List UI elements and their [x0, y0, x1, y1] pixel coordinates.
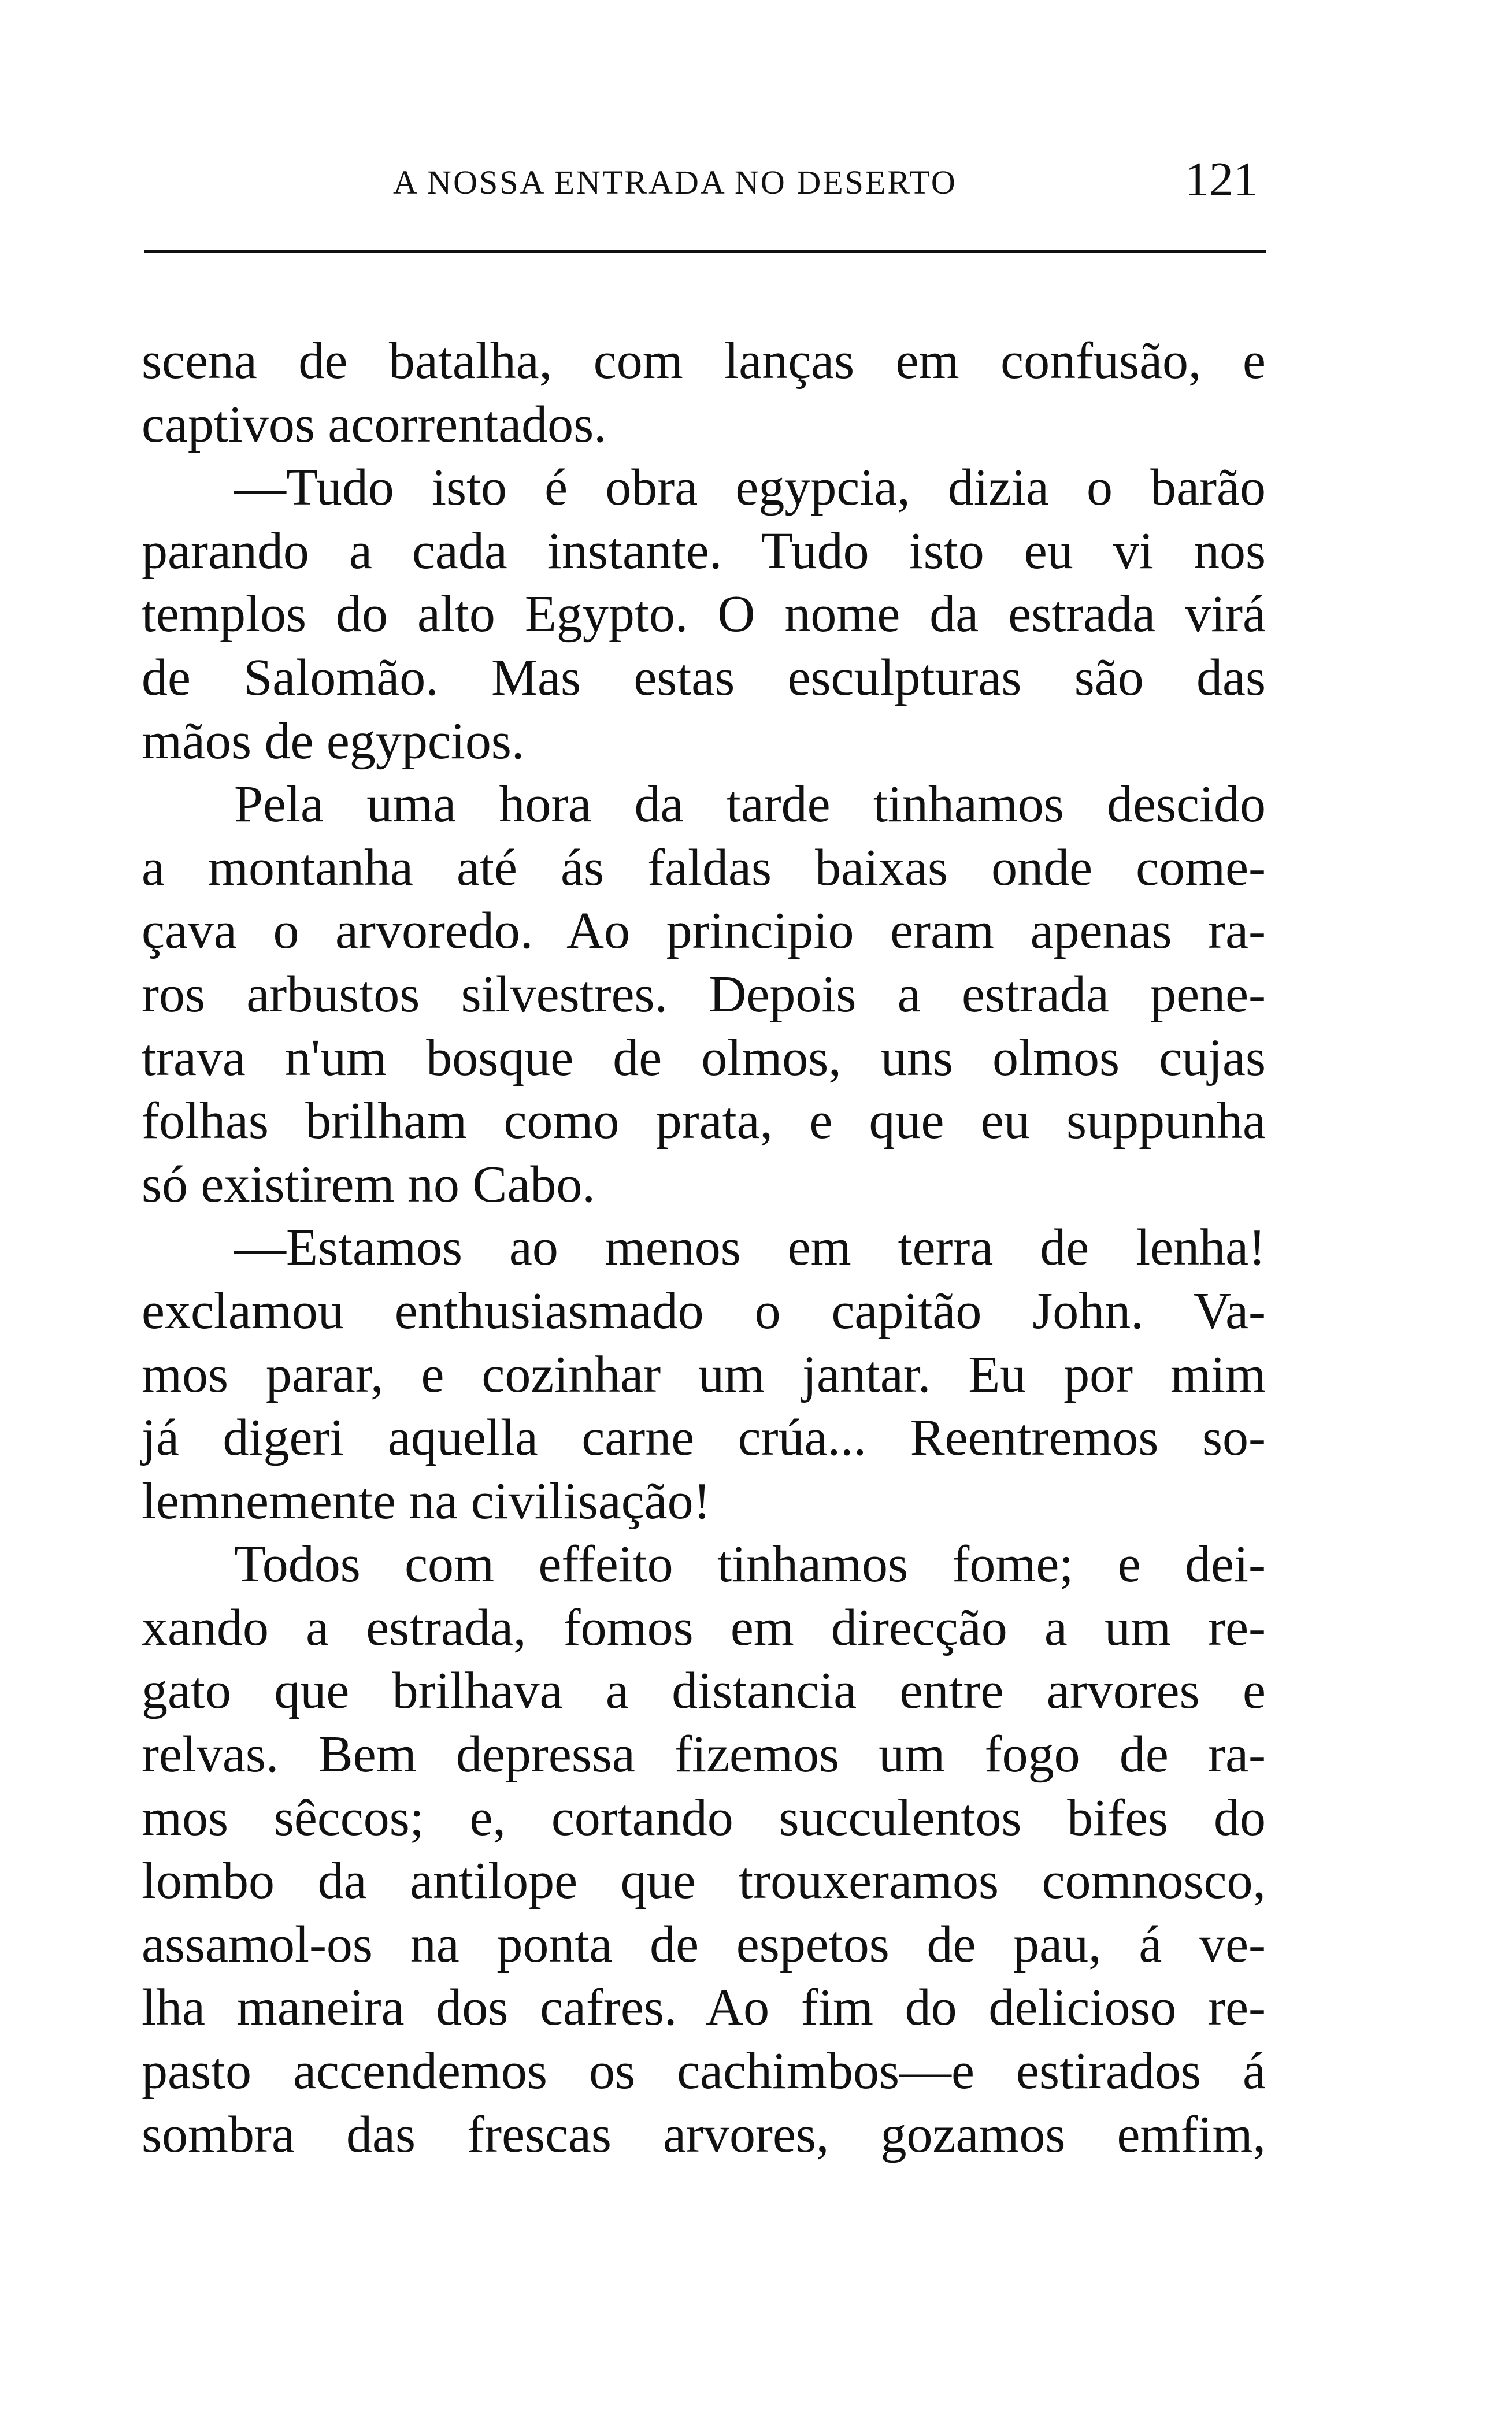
text-line: mos sêccos; e, cortando succulentos bifes do: [142, 1789, 1266, 1847]
paragraph: [142, 773, 1266, 1216]
text-line: lombo da antilope que trouxeramos comnosco,: [142, 1852, 1266, 1910]
text-line: mãos de egypcios.: [142, 712, 525, 770]
text-line: lha maneira dos cafres. Ao fim do delicioso re-: [142, 1979, 1266, 2037]
text-line: captivos acorrentados.: [142, 395, 607, 453]
page-number: 121: [1185, 153, 1258, 206]
paragraph: [142, 329, 1266, 456]
text-line: trava n'um bosque de olmos, uns olmos cujas: [142, 1029, 1266, 1087]
text-line: Pela uma hora da tarde tinhamos descido: [234, 776, 1266, 833]
text-line: ros arbustos silvestres. Depois a estrada pene-: [142, 965, 1266, 1023]
running-header-title: A NOSSA ENTRADA NO DESERTO: [393, 164, 957, 201]
text-line: çava o arvoredo. Ao principio eram apenas ra-: [142, 902, 1266, 960]
text-line: templos do alto Egypto. O nome da estrada virá: [142, 585, 1266, 643]
text-line: folhas brilham como prata, e que eu suppunha: [142, 1092, 1266, 1150]
text-line: relvas. Bem depressa fizemos um fogo de ra-: [142, 1726, 1266, 1784]
paragraph: [142, 456, 1266, 773]
header-rule-divider: [144, 250, 1266, 253]
text-line: de Salomão. Mas estas esculpturas são das: [142, 648, 1266, 706]
paragraph: [142, 1533, 1266, 2166]
text-line: já digeri aquella carne crúa... Reentremos so-: [142, 1409, 1266, 1467]
text-line: scena de batalha, com lanças em confusão, e: [142, 332, 1266, 390]
text-line: xando a estrada, fomos em direcção a um re-: [142, 1599, 1266, 1656]
text-line: só existirem no Cabo.: [142, 1155, 595, 1213]
text-line: mos parar, e cozinhar um jantar. Eu por mim: [142, 1345, 1266, 1403]
text-line: assamol-os na ponta de espetos de pau, á ve-: [142, 1915, 1266, 1973]
text-line: parando a cada instante. Tudo isto eu vi nos: [142, 522, 1266, 580]
text-line: exclamou enthusiasmado o capitão John. Va-: [142, 1282, 1266, 1340]
text-line: Todos com effeito tinhamos fome; e dei-: [234, 1536, 1266, 1593]
text-line: —Estamos ao menos em terra de lenha!: [234, 1219, 1266, 1277]
text-line: —Tudo isto é obra egypcia, dizia o barão: [234, 459, 1266, 517]
text-line: a montanha até ás faldas baixas onde come-: [142, 839, 1266, 896]
paragraph: [142, 1216, 1266, 1533]
text-line: pasto accendemos os cachimbos—e estirados á: [142, 2042, 1266, 2100]
text-line: lemnemente na civilisação!: [142, 1472, 711, 1530]
body-text: [142, 329, 1266, 2166]
text-line: gato que brilhava a distancia entre arvores e: [142, 1662, 1266, 1720]
text-line: sombra das frescas arvores, gozamos emfim,: [142, 2105, 1266, 2163]
